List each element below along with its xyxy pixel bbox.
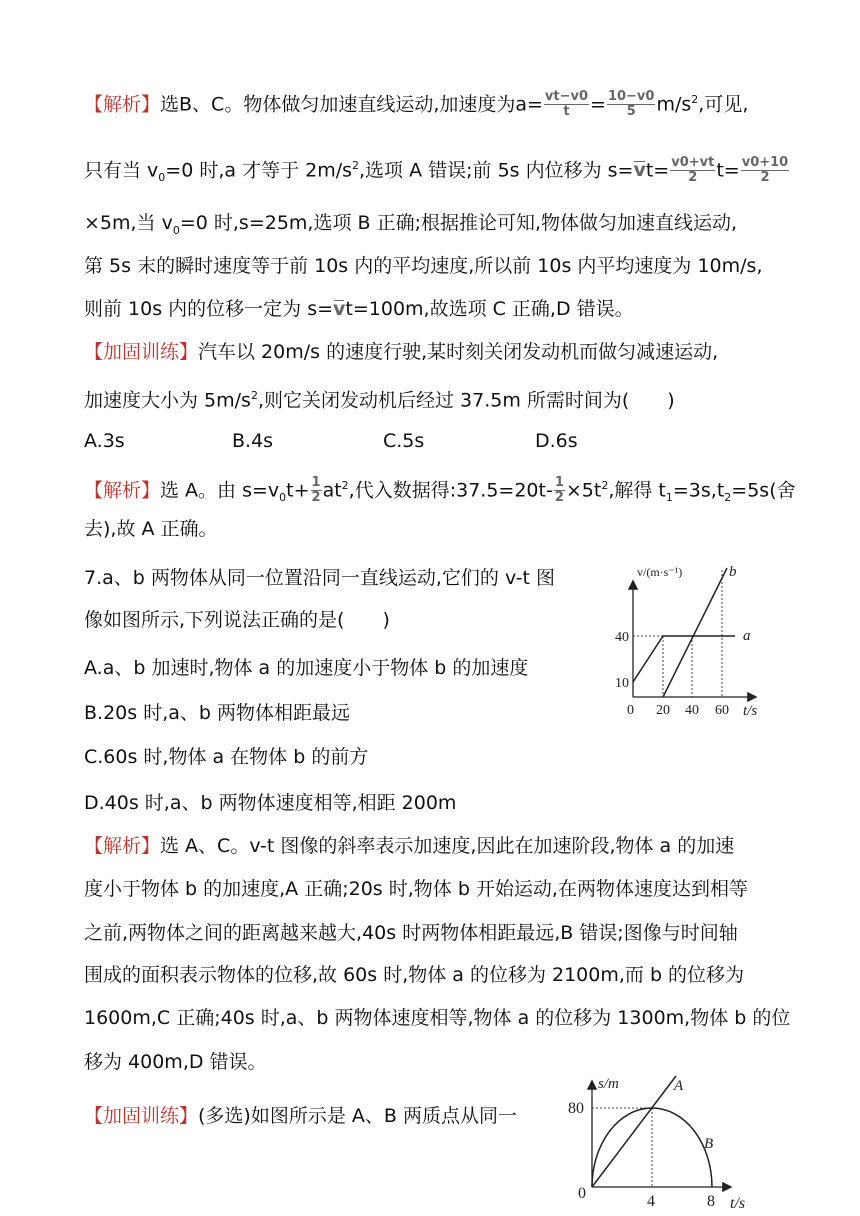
analysis-line-8: 【解析】选 A、C。v-t 图像的斜率表示加速度,因此在加速阶段,物体 a 的加速 — [84, 835, 735, 857]
y-tick-10: 10 — [615, 676, 629, 691]
label-A: A — [674, 1078, 684, 1094]
x-tick-40: 40 — [685, 703, 699, 718]
analysis-line-3: ×5m,当 $v_0=0$ 时,s=25m,选项 B 正确;根据推论可知,物体做匀加速直线运动, — [84, 212, 738, 237]
analysis-line-6: 【解析】选 A。由 $s=v_0t+$ $\frac{1}{2}$ $at^2$,代入数据得:37.5=20t- $\frac{1}{2}$ $\times 5t^2$,解得 $t_1=3s,t_2=5s$(舍 — [84, 475, 796, 506]
practice-line-2: 加速度大小为 $5m/s^2$,则它关闭发动机后经过 37.5m 所需时间为( ) — [84, 389, 675, 412]
fraction: $\frac{v0+10}{2}$ — [741, 155, 789, 186]
y-axis-label: s/m — [598, 1076, 619, 1092]
line-A — [592, 1076, 676, 1187]
label-a: a — [743, 628, 751, 644]
option-a: A.3s — [84, 430, 125, 452]
q7-option-a: A.a、b 加速时,物体 a 的加速度小于物体 b 的加速度 — [84, 657, 529, 679]
origin-label: 0 — [578, 1185, 586, 1202]
practice-line-1: 【加固训练】汽车以 20m/s 的速度行驶,某时刻关闭发动机而做匀减速运动, — [84, 341, 719, 363]
practice-tag: 【加固训练】 — [84, 341, 199, 363]
fraction: $\frac{10-v0}{5}$ — [607, 89, 655, 120]
analysis-line-1: 【解析】选B、C。物体做匀加速直线运动,加速度为a= $\frac{vt-v0}{t}$ = $\frac{10-v0}{5}$ $m/s^2$,可见, — [84, 89, 749, 120]
x-tick-60: 60 — [715, 703, 729, 718]
v-bar-symbol: v — [633, 159, 646, 182]
option-b: B.4s — [232, 430, 274, 452]
analysis-line-11: 围成的面积表示物体的位移,故 60s 时,物体 a 的位移为 2100m,而 b 的位移为 — [84, 964, 745, 986]
label-B: B — [704, 1136, 714, 1152]
origin-label: 0 — [627, 703, 634, 718]
y-axis-label: v/(m·s⁻¹) — [637, 565, 683, 579]
q7-option-b: B.20s 时,a、b 两物体相距最远 — [84, 702, 350, 724]
x-tick-8: 8 — [707, 1193, 715, 1210]
analysis-line-4: 第 5s 末的瞬时速度等于前 10s 内的平均速度,所以前 10s 内平均速度为 10m/s, — [84, 255, 763, 277]
analysis-line-7: 去),故 A 正确。 — [84, 518, 218, 540]
analysis-tag: 【解析】 — [84, 835, 161, 857]
fraction: $\frac{v0+vt}{2}$ — [671, 155, 715, 186]
x-axis-label: t/s — [743, 703, 758, 719]
analysis-line-12: 1600m,C 正确;40s 时,a、b 两物体速度相等,物体 a 的位移为 1300m,物体 b 的位 — [84, 1007, 791, 1029]
vt-graph — [605, 560, 775, 730]
label-b: b — [729, 564, 737, 580]
q7-option-c: C.60s 时,物体 a 在物体 b 的前方 — [84, 746, 369, 768]
x-axis-label: t/s — [730, 1195, 746, 1212]
v-bar-symbol: v — [333, 298, 346, 320]
fraction: $\frac{1}{2}$ — [311, 475, 321, 506]
q7-option-d: D.40s 时,a、b 两物体速度相等,相距 200m — [84, 792, 457, 814]
line-a — [633, 636, 735, 682]
analysis-line-9: 度小于物体 b 的加速度,A 正确;20s 时,物体 b 开始运动,在两物体速度达到相等 — [84, 878, 748, 900]
option-d: D.6s — [535, 430, 578, 452]
analysis-line-5: 则前 10s 内的位移一定为 s=vt=100m,故选项 C 正确,D 错误。 — [84, 298, 634, 320]
x-tick-4: 4 — [647, 1193, 655, 1210]
y-tick-80: 80 — [568, 1100, 584, 1117]
analysis-tag: 【解析】 — [84, 93, 161, 116]
practice-line-3: 【加固训练】(多选)如图所示是 A、B 两质点从同一 — [84, 1105, 517, 1127]
curve-B — [592, 1108, 712, 1187]
analysis-line-10: 之前,两物体之间的距离越来越大,40s 时两物体相距最远,B 错误;图像与时间轴 — [84, 922, 738, 944]
fraction: $\frac{vt-v0}{t}$ — [544, 89, 589, 120]
analysis-line-13: 移为 400m,D 错误。 — [84, 1051, 267, 1073]
fraction: $\frac{1}{2}$ — [554, 475, 564, 506]
option-c: C.5s — [383, 430, 425, 452]
analysis-tag: 【解析】 — [84, 479, 161, 502]
y-tick-40: 40 — [615, 630, 629, 645]
st-graph — [560, 1074, 760, 1214]
x-tick-20: 20 — [656, 703, 670, 718]
line-b — [663, 568, 727, 697]
question-7-stem-2: 像如图所示,下列说法正确的是( ) — [84, 609, 390, 631]
practice-tag: 【加固训练】 — [84, 1105, 199, 1127]
analysis-line-2: 只有当 $v_0=0$ 时,a 才等于 $2m/s^2$,选项 A 错误;前 5s 内位移为 s=vt= $\frac{v0+vt}{2}$ t= $\frac{v0+10}{2}$ — [84, 155, 789, 186]
question-7-stem-1: 7.a、b 两物体从同一位置沿同一直线运动,它们的 v-t 图 — [84, 567, 556, 589]
